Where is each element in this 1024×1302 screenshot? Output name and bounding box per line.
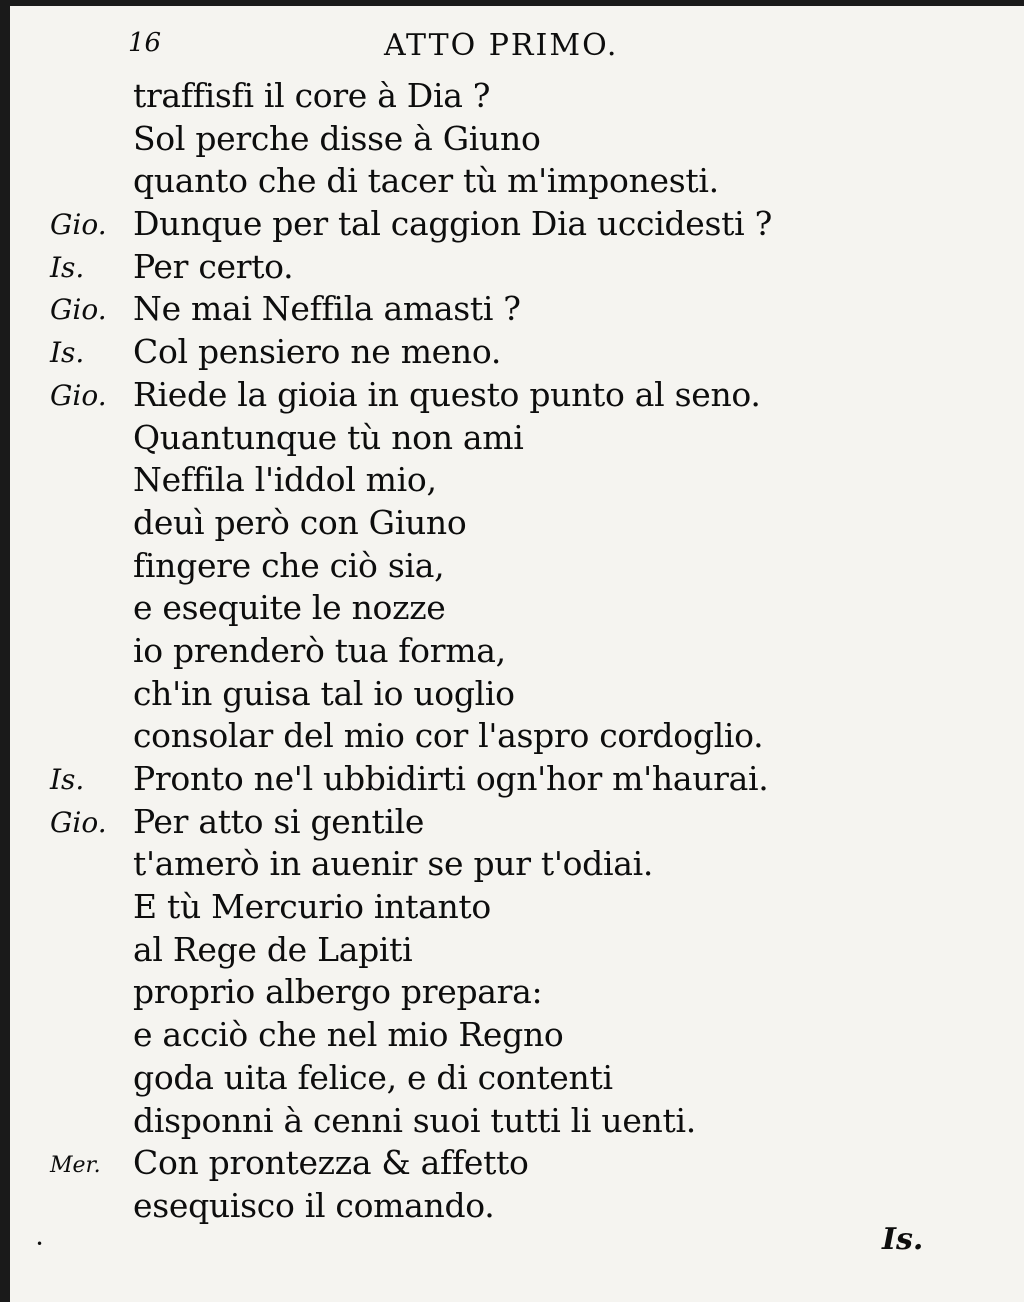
speaker-label: Is.: [50, 250, 85, 284]
verse-line: [0, 161, 1024, 204]
speaker-label: Gio.: [50, 293, 107, 327]
verse-line: [0, 802, 1024, 845]
verse-text: traffisfi il core à Dia ?: [133, 76, 491, 115]
speaker-label: Is.: [50, 336, 85, 370]
verse-line: [0, 119, 1024, 162]
verse-text: Pronto ne'l ubbidirti ogn'hor m'haurai.: [133, 759, 769, 798]
verse-text: t'amerò in auenir se pur t'odiai.: [133, 844, 654, 884]
verse-text: Per certo.: [133, 246, 294, 286]
speaker-label: Gio.: [50, 805, 107, 839]
verse-text: E tù Mercurio intanto: [133, 887, 491, 927]
verse-text: Riede la gioia in questo punto al seno.: [133, 374, 761, 414]
speaker-label: Mer.: [50, 1153, 101, 1179]
verse-line: [0, 1143, 1024, 1186]
verse-text: proprio albergo prepara:: [133, 972, 543, 1012]
verse-text: e esequite le nozze: [133, 588, 446, 628]
running-title: ATTO PRIMO.: [384, 28, 619, 63]
speaker-label: Is.: [50, 763, 85, 796]
page-number: 16: [128, 28, 162, 58]
verse-line: [0, 674, 1024, 717]
verse-text: esequisco il comando.: [133, 1185, 495, 1225]
verse-text: consolar del mio cor l'aspro cordoglio.: [133, 716, 764, 756]
scan-edge-top: [0, 0, 1024, 6]
verse-text: fingere che ciò sia,: [133, 545, 445, 585]
verse-line: [0, 204, 1024, 247]
page-header: [0, 28, 1024, 68]
verse-line: [0, 546, 1024, 589]
verse-text: Col pensiero ne meno.: [133, 332, 502, 372]
verse-line: [0, 844, 1024, 887]
verse-line: [0, 332, 1024, 375]
printer-mark: •: [36, 1237, 44, 1251]
speaker-label: Gio.: [50, 378, 107, 412]
verse-text: Ne mai Neffila amasti ?: [133, 289, 521, 329]
verse-text: ch'in guisa tal io uoglio: [133, 673, 515, 713]
verse-line: [0, 930, 1024, 973]
verse-text: e acciò che nel mio Regno: [133, 1015, 564, 1055]
verse-text: Quantunque tù non ami: [133, 417, 524, 457]
verse-line: [0, 588, 1024, 631]
verse-line: [0, 631, 1024, 674]
verse-line: [0, 289, 1024, 332]
verse-text: disponni à cenni suoi tutti li uenti.: [133, 1100, 696, 1140]
verse-line: [0, 1015, 1024, 1058]
verse-line: [0, 460, 1024, 503]
verse-text: quanto che di tacer tù m'imponesti.: [133, 161, 719, 201]
verse-text: Neffila l'iddol mio,: [133, 460, 437, 500]
verse-line: [0, 503, 1024, 546]
verse-text: goda uita felice, e di contenti: [133, 1057, 613, 1097]
verse-line: [0, 716, 1024, 759]
verse-lines: [0, 76, 1024, 1229]
catchword: Is.: [882, 1222, 924, 1257]
verse-text: Sol perche disse à Giuno: [133, 118, 541, 158]
verse-line: [0, 972, 1024, 1015]
verse-line: [0, 1186, 1024, 1229]
verse-line: [0, 1101, 1024, 1144]
speaker-label: Gio.: [50, 208, 107, 242]
verse-text: Per atto si gentile: [133, 801, 425, 841]
verse-line: [0, 418, 1024, 461]
verse-line: [0, 375, 1024, 418]
verse-text: io prenderò tua forma,: [133, 630, 506, 670]
verse-line: [0, 76, 1024, 119]
verse-line: [0, 1058, 1024, 1101]
verse-text: al Rege de Lapiti: [133, 929, 413, 969]
verse-text: Dunque per tal caggion Dia uccidesti ?: [133, 204, 772, 244]
verse-line: [0, 247, 1024, 290]
verse-line: [0, 759, 1024, 802]
verse-text: Con prontezza & affetto: [133, 1143, 529, 1183]
verse-text: deuì però con Giuno: [133, 502, 467, 542]
verse-line: [0, 887, 1024, 930]
